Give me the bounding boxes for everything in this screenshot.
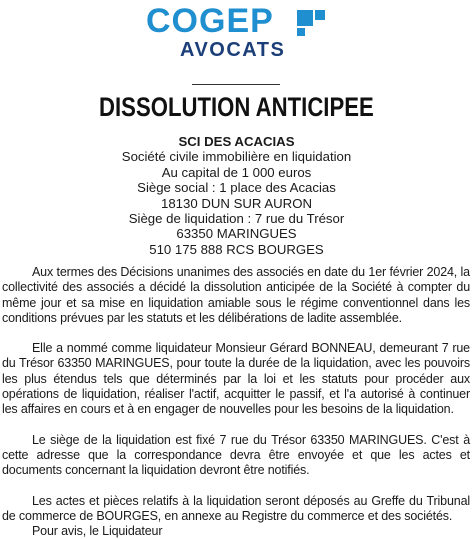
company-line: Au capital de 1 000 euros xyxy=(161,164,312,180)
paragraph-decision: Aux termes des Décisions unanimes des associés en date du 1er février 2024, la collectivité des associés a décidé la dissolution anticipée de la Société à compter du même jour et sa mise en liquidation amiable sous le régime conventionnel dans les conditions prévues par les statuts et les délibérations de ladite assemblée. xyxy=(2,265,470,325)
company-line: Siège de liquidation : 7 rue du Trésor xyxy=(128,211,345,227)
notice-title: DISSOLUTION ANTICIPEE xyxy=(99,92,374,122)
company-line: 510 175 888 RCS BOURGES xyxy=(149,241,324,257)
title-divider xyxy=(192,84,280,85)
logo-brand: COGEP xyxy=(146,2,274,40)
company-line: 18130 DUN SUR AURON xyxy=(161,195,312,211)
company-name: SCI DES ACACIAS xyxy=(178,134,295,149)
company-block xyxy=(0,134,473,257)
paragraph-liquidator: Elle a nommé comme liquidateur Monsieur Gérard BONNEAU, demeurant 7 rue du Trésor 63350 MARINGUES, pour toute la durée de la liquidation, avec les pouvoirs les plus étendus tels que déterminés par la loi et les statuts pour procéder aux opérations de liquidation, réaliser l'actif, acquitter le passif, et l'a autorisé à continuer les affaires en cours et à en engager de nouvelles pour les besoins de la liquidation. xyxy=(2,341,470,417)
paragraph-filing: Les actes et pièces relatifs à la liquidation seront déposés au Greffe du Tribunal de commerce de BOURGES, en annexe au Registre du commerce et des sociétés. xyxy=(2,493,470,523)
logo-subtitle: AVOCATS xyxy=(180,39,286,61)
cogep-logo xyxy=(0,4,473,60)
company-line: Société civile immobilière en liquidation xyxy=(121,149,352,165)
signature: Pour avis, le Liquidateur xyxy=(32,524,163,539)
notice-body xyxy=(2,265,470,539)
paragraph-seat: Le siège de la liquidation est fixé 7 rue du Trésor 63350 MARINGUES. C'est à cette adresse que la correspondance devra être envoyée et que les actes et documents concernant la liquidation devront être notifiés. xyxy=(2,432,470,478)
company-line: 63350 MARINGUES xyxy=(176,226,297,242)
logo-squares-icon xyxy=(297,10,327,40)
company-line: Siège social : 1 place des Acacias xyxy=(137,180,336,196)
